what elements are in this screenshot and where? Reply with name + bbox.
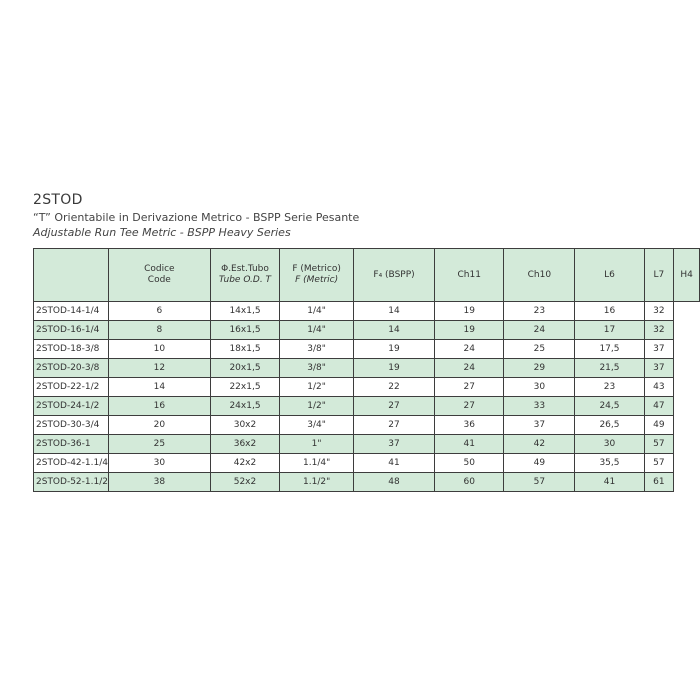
cell-od: 10 (108, 340, 210, 359)
cell-l6: 49 (504, 454, 575, 473)
cell-h4: 37 (644, 359, 674, 378)
cell-f-metric: 36x2 (210, 435, 280, 454)
cell-l6: 42 (504, 435, 575, 454)
table-row (34, 473, 700, 492)
cell-l7: 35,5 (575, 454, 644, 473)
cell-l7: 21,5 (575, 359, 644, 378)
cell-ch10: 24 (435, 340, 504, 359)
cell-f4: 1" (280, 435, 354, 454)
cell-code: 2STOD-22-1/2 (34, 378, 109, 397)
cell-h4: 47 (644, 397, 674, 416)
cell-f4: 1/2" (280, 378, 354, 397)
header-row (34, 249, 700, 302)
cell-ch11: 14 (353, 302, 434, 321)
col-header-od-it: Φ.Est.Tubo (221, 264, 269, 274)
cell-ch10: 27 (435, 397, 504, 416)
cell-l6: 25 (504, 340, 575, 359)
cell-code: 2STOD-42-1.1/4 (34, 454, 109, 473)
cell-od: 38 (108, 473, 210, 492)
cell-l7: 24,5 (575, 397, 644, 416)
table-row (34, 378, 700, 397)
cell-f-metric: 22x1,5 (210, 378, 280, 397)
cell-l7: 23 (575, 378, 644, 397)
col-header-h4: H4 (674, 249, 700, 302)
cell-l6: 30 (504, 378, 575, 397)
cell-f-metric: 24x1,5 (210, 397, 280, 416)
cell-ch11: 14 (353, 321, 434, 340)
cell-ch10: 60 (435, 473, 504, 492)
cell-ch10: 27 (435, 378, 504, 397)
col-header-code (108, 249, 210, 302)
table-row (34, 321, 700, 340)
cell-ch10: 36 (435, 416, 504, 435)
col-header-l7: L7 (644, 249, 674, 302)
cell-l6: 33 (504, 397, 575, 416)
col-header-f4: F₄ (BSPP) (353, 249, 434, 302)
col-header-ch11: Ch11 (435, 249, 504, 302)
subtitle-english: Adjustable Run Tee Metric - BSPP Heavy Series (33, 226, 291, 239)
cell-od: 30 (108, 454, 210, 473)
cell-ch10: 19 (435, 321, 504, 340)
cell-od: 25 (108, 435, 210, 454)
cell-ch11: 27 (353, 397, 434, 416)
cell-f-metric: 18x1,5 (210, 340, 280, 359)
cell-l6: 57 (504, 473, 575, 492)
cell-ch10: 24 (435, 359, 504, 378)
stub-column (34, 249, 109, 302)
cell-h4: 57 (644, 435, 674, 454)
cell-ch11: 19 (353, 359, 434, 378)
cell-od: 20 (108, 416, 210, 435)
cell-ch11: 41 (353, 454, 434, 473)
col-header-f-en: F (Metric) (295, 275, 339, 285)
col-header-code-en: Code (147, 275, 171, 285)
cell-l6: 24 (504, 321, 575, 340)
cell-ch10: 19 (435, 302, 504, 321)
col-header-od-en: Tube O.D. T (218, 275, 272, 285)
col-header-f (280, 249, 354, 302)
col-header-f-it: F (Metrico) (292, 264, 341, 274)
cell-ch11: 37 (353, 435, 434, 454)
table-row (34, 302, 700, 321)
col-header-code-it: Codice (144, 264, 175, 274)
cell-code: 2STOD-18-3/8 (34, 340, 109, 359)
cell-f-metric: 16x1,5 (210, 321, 280, 340)
cell-od: 6 (108, 302, 210, 321)
col-header-od (210, 249, 280, 302)
cell-ch11: 27 (353, 416, 434, 435)
cell-h4: 32 (644, 321, 674, 340)
cell-code: 2STOD-52-1.1/2 (34, 473, 109, 492)
cell-od: 14 (108, 378, 210, 397)
cell-code: 2STOD-20-3/8 (34, 359, 109, 378)
cell-f-metric: 14x1,5 (210, 302, 280, 321)
cell-l6: 23 (504, 302, 575, 321)
cell-l6: 37 (504, 416, 575, 435)
cell-l7: 30 (575, 435, 644, 454)
table-row (34, 359, 700, 378)
cell-f4: 3/4" (280, 416, 354, 435)
table-body (34, 302, 700, 492)
cell-f4: 1.1/2" (280, 473, 354, 492)
cell-l7: 16 (575, 302, 644, 321)
cell-ch11: 22 (353, 378, 434, 397)
cell-l7: 26,5 (575, 416, 644, 435)
cell-f-metric: 42x2 (210, 454, 280, 473)
cell-l7: 17,5 (575, 340, 644, 359)
cell-l7: 17 (575, 321, 644, 340)
table-row (34, 416, 700, 435)
cell-ch10: 41 (435, 435, 504, 454)
cell-od: 16 (108, 397, 210, 416)
cell-od: 12 (108, 359, 210, 378)
cell-f4: 3/8" (280, 340, 354, 359)
cell-h4: 61 (644, 473, 674, 492)
cell-code: 2STOD-24-1/2 (34, 397, 109, 416)
cell-f4: 1/4" (280, 302, 354, 321)
cell-f4: 1/2" (280, 397, 354, 416)
cell-f4: 1.1/4" (280, 454, 354, 473)
spec-table (33, 248, 700, 492)
cell-h4: 43 (644, 378, 674, 397)
table-row (34, 435, 700, 454)
cell-f-metric: 20x1,5 (210, 359, 280, 378)
cell-h4: 32 (644, 302, 674, 321)
cell-h4: 49 (644, 416, 674, 435)
cell-l7: 41 (575, 473, 644, 492)
cell-h4: 57 (644, 454, 674, 473)
col-header-l6: L6 (575, 249, 644, 302)
cell-code: 2STOD-14-1/4 (34, 302, 109, 321)
cell-od: 8 (108, 321, 210, 340)
cell-f-metric: 52x2 (210, 473, 280, 492)
cell-l6: 29 (504, 359, 575, 378)
cell-h4: 37 (644, 340, 674, 359)
cell-f4: 1/4" (280, 321, 354, 340)
col-header-ch10: Ch10 (504, 249, 575, 302)
cell-code: 2STOD-16-1/4 (34, 321, 109, 340)
cell-ch11: 19 (353, 340, 434, 359)
table-row (34, 397, 700, 416)
subtitle-italian: “T” Orientabile in Derivazione Metrico - BSPP Serie Pesante (33, 211, 360, 224)
cell-ch10: 50 (435, 454, 504, 473)
cell-f4: 3/8" (280, 359, 354, 378)
table-row (34, 340, 700, 359)
cell-f-metric: 30x2 (210, 416, 280, 435)
cell-code: 2STOD-30-3/4 (34, 416, 109, 435)
cell-ch11: 48 (353, 473, 434, 492)
product-title: 2STOD (33, 192, 83, 208)
cell-code: 2STOD-36-1 (34, 435, 109, 454)
table-row (34, 454, 700, 473)
